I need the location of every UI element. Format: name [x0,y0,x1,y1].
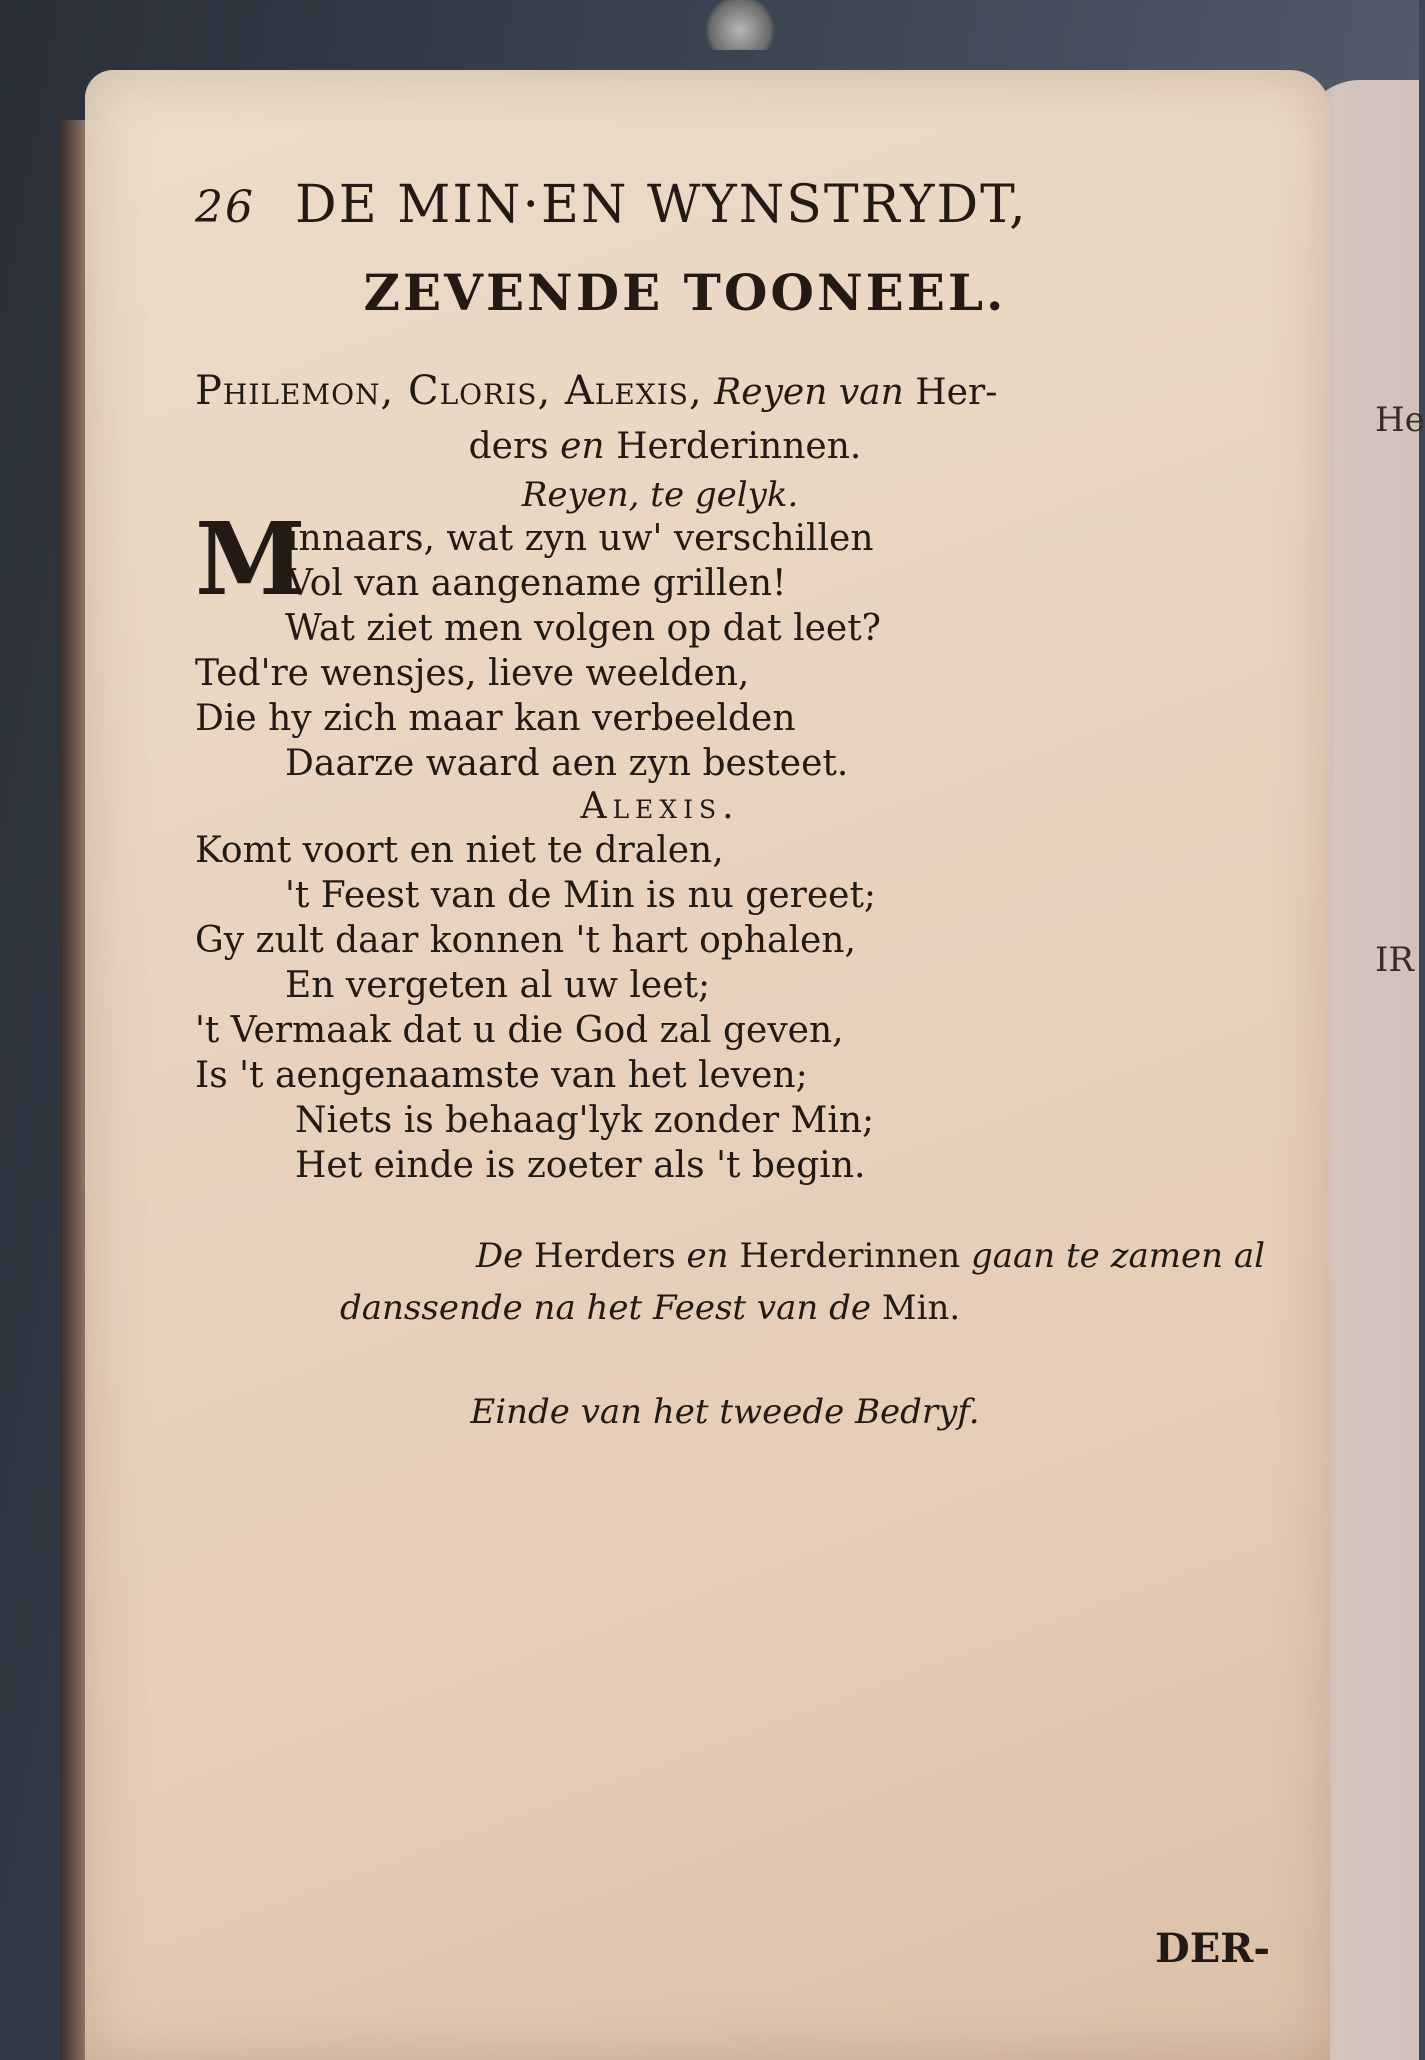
stanza-2 [195,828,1295,1188]
binding-clip [700,0,780,50]
verse-line: En vergeten al uw leet; [285,965,711,1006]
verse-line: Komt voort en niet te dralen, [195,830,724,871]
speaker-label: Alexis. [580,786,740,827]
verse-line: 't Feest van de Min is nu gereet; [285,875,877,916]
stage-word: danssende na het Feest van de [340,1288,871,1328]
running-title: DE MIN·EN WYNSTRYDT, [295,175,1028,235]
verse-line: Niets is behaag'lyk zonder Min; [295,1100,875,1141]
speaker-label: Reyen, te gelyk. [521,475,799,515]
cast-line1-end: Her- [915,372,998,413]
stage-word: Min. [881,1288,961,1328]
stage-word: gaan te zamen al [971,1236,1265,1276]
verse-line: Die hy zich maar kan verbeelden [195,698,796,739]
stage-word: Herders [534,1236,676,1276]
drop-cap: M [195,500,306,618]
verse-line: 't Vermaak dat u die God zal geven, [195,1010,844,1051]
verse-line: Daarze waard aen zyn besteet. [285,743,849,784]
act-end-note: Einde van het tweede Bedryf. [470,1392,980,1432]
cast-list [195,364,1295,474]
stage-word: en [686,1236,729,1276]
scene-title: ZEVENDE TOONEEL. [363,263,1007,322]
cast-line2-it: en [560,426,605,467]
catchword: DER- [1155,1925,1271,1972]
cast-italic: Reyen van [714,372,904,413]
page-number: 26 [195,182,255,233]
verse-line: Gy zult daar konnen 't hart ophalen, [195,920,856,961]
verse-line: innaars, wat zyn uw' verschillen [287,518,874,559]
stage-direction [195,1230,1295,1334]
facing-page-fragment: IR [1375,940,1415,980]
page-content [195,175,1295,1432]
verse-line: Vol van aangename grillen! [287,563,787,604]
cast-line2-b: Herderinnen. [616,426,862,467]
stage-word: De [475,1236,524,1276]
stage-word: Herderinnen [739,1236,961,1276]
verse-line: Het einde is zoeter als 't begin. [295,1145,866,1186]
verse-line: Wat ziet men volgen op dat leet? [285,608,881,649]
facing-page-fragment: He [1375,400,1425,440]
verse-line: Ted're wensjes, lieve weelden, [195,653,750,694]
stanza-1 [195,500,1295,786]
running-header [195,175,1295,235]
cast-line2-a: ders [468,426,549,467]
cast-names: Philemon, Cloris, Alexis, [195,368,703,414]
verse-line: Is 't aengenaamste van het leven; [195,1055,808,1096]
